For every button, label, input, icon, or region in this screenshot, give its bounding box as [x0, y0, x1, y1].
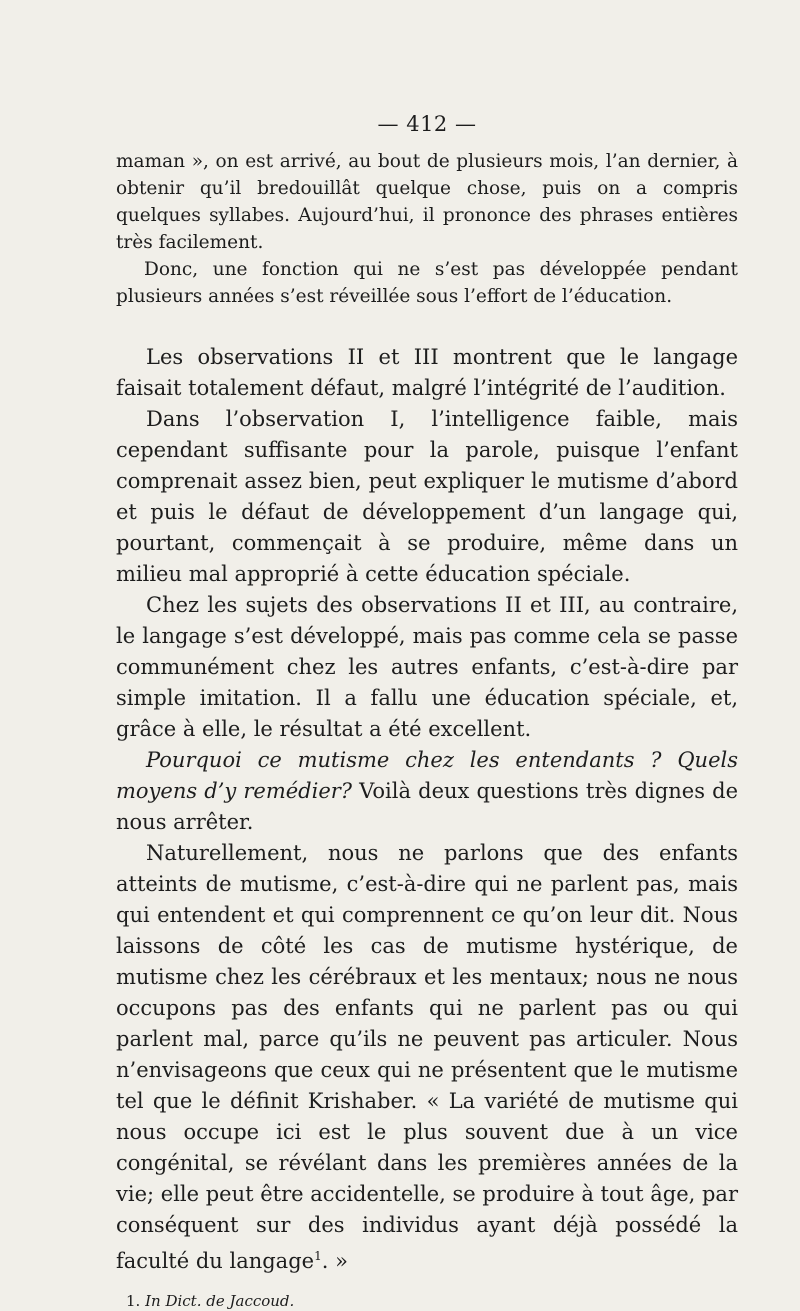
page-number: — 412 — [377, 112, 477, 136]
footnote-text: In Dict. de Jaccoud. [145, 1292, 295, 1310]
questions-italic: Pourquoi ce mutisme chez les entendants ? Quels moyens d’y remédier? [116, 748, 738, 803]
footnote-reference: 1 [314, 1249, 322, 1263]
paragraph-mutism-definition [116, 838, 738, 1277]
questions-rest: Voilà deux questions très dignes de nous arrêter. [116, 779, 738, 834]
paragraph-continuation: maman », on est arrivé, au bout de plusieurs mois, l’an dernier, à obtenir qu’il bredouillât quelque chose, puis on a compris quelques syllabes. Aujourd’hui, il prononce des phrases entières très facilement. [116, 151, 738, 253]
footnote-number: 1. [126, 1292, 141, 1310]
section-gap [116, 310, 738, 342]
paragraph-conclusion: Donc, une fonction qui ne s’est pas développée pendant plusieurs années s’est réveillée sous l’effort de l’éducation. [116, 259, 738, 307]
paragraph-observation-one: Dans l’observation I, l’intelligence faible, mais cependant suffisante pour la parole, puisque l’enfant comprenait assez bien, peut expliquer le mutisme d’abord et puis le défaut de développement d’un langage qui, pourtant, commençait à se produire, même dans un milieu mal approprié à cette éducation spéciale. [116, 407, 738, 586]
mutism-text: Naturellement, nous ne parlons que des enfants atteints de mutisme, c’est-à-dire qui ne parlent pas, mais qui entendent et qui comprennent ce qu’on leur dit. Nous laissons de côté les cas de mutisme hystérique, de mutisme chez les cérébraux et les mentaux; nous ne nous occupons pas des enfants qui ne parlent pas ou qui parlent mal, parce qu’ils ne peuvent pas articuler. Nous n’envisageons que ceux qui ne présentent que le mutisme tel que le définit Krishaber. « La variété de mutisme qui nous occupe ici est le plus souvent due à un vice congénital, se révélant dans les premières années de la vie; elle peut être accidentelle, se produire à tout âge, par conséquent sur des individus ayant déjà possédé la faculté du langage [116, 841, 738, 1273]
paragraph-questions [116, 745, 738, 838]
paragraph-observations: Les observations II et III montrent que le langage faisait totalement défaut, malgré l’intégrité de l’audition. [116, 345, 738, 400]
paragraph-observations-two-three: Chez les sujets des observations II et III, au contraire, le langage s’est développé, mais pas comme cela se passe communément chez les autres enfants, c’est-à-dire par simple imitation. Il a fallu une éducation spéciale, et, grâce à elle, le résultat a été excellent. [116, 593, 738, 741]
mutism-text-end: . » [321, 1249, 348, 1273]
footnote [126, 1291, 738, 1311]
